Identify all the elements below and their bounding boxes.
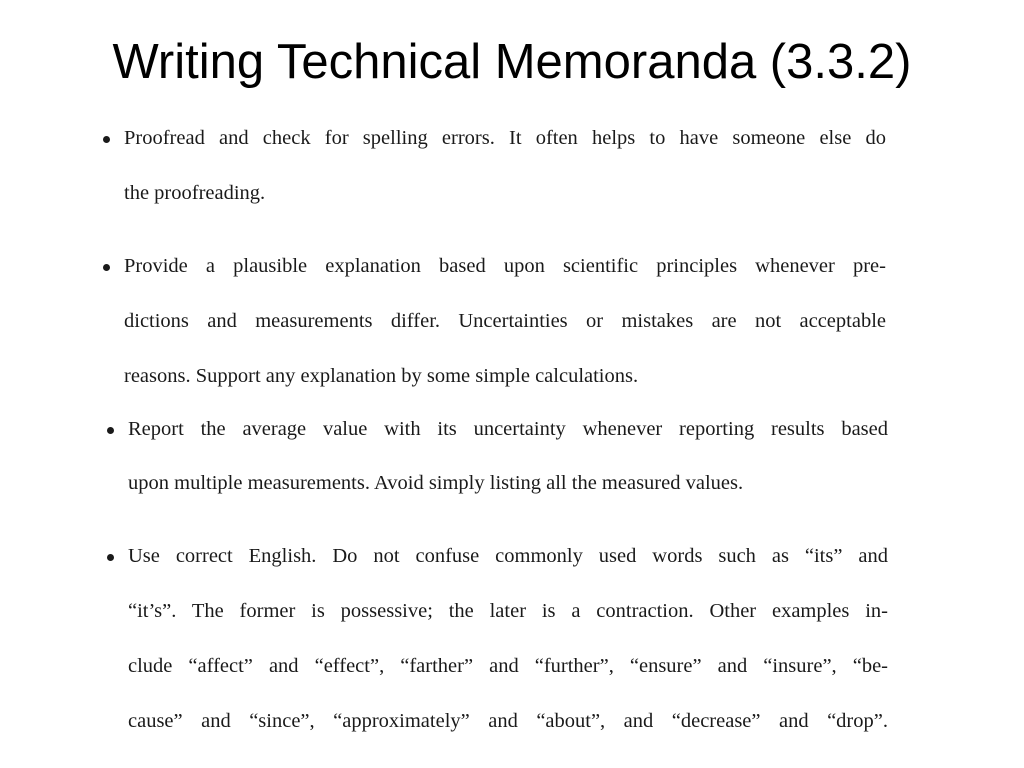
bullet-line: reasons. Support any explanation by some simple calculations. xyxy=(124,365,639,387)
bullet-dot xyxy=(107,554,114,561)
bullet-line: Report the average value with its uncertainty whenever reporting results based xyxy=(128,418,888,440)
bullet-dot xyxy=(103,264,110,271)
bullet-line: Proofread and check for spelling errors. It often helps to have someone else do xyxy=(124,127,886,149)
slide-title: Writing Technical Memoranda (3.3.2) xyxy=(112,35,912,89)
bullet-line: the proofreading. xyxy=(124,182,266,204)
bullet-line: Use correct English. Do not confuse commonly used words such as “its” and xyxy=(128,545,888,567)
bullet-dot xyxy=(107,427,114,434)
bullet-line: upon multiple measurements. Avoid simply listing all the measured values. xyxy=(128,472,744,494)
bullet-dot xyxy=(103,136,110,143)
bullet-line: Provide a plausible explanation based upon scientific principles whenever pre- xyxy=(124,255,886,277)
bullet-line: dictions and measurements differ. Uncertainties or mistakes are not acceptable xyxy=(124,310,886,332)
bullet-line: “it’s”. The former is possessive; the later is a contraction. Other examples in- xyxy=(128,600,888,622)
bullet-line: cause” and “since”, “approximately” and “about”, and “decrease” and “drop”. xyxy=(128,710,888,732)
bullet-line: clude “affect” and “effect”, “farther” and “further”, “ensure” and “insure”, “be- xyxy=(128,655,888,677)
